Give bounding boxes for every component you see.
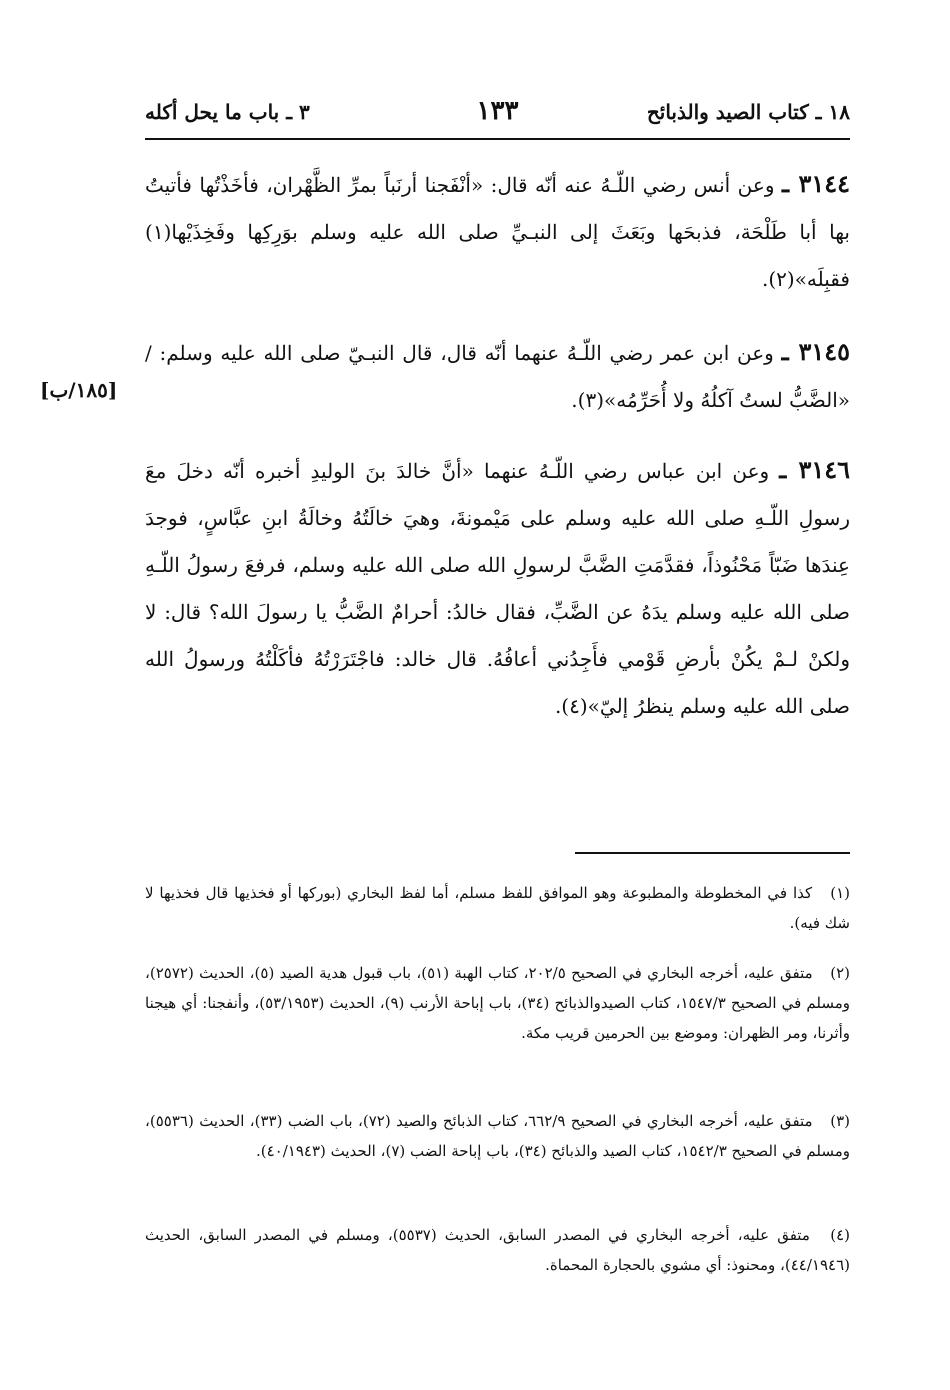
chapter-title: ١٨ ـ كتاب الصيد والذبائح [646,100,850,124]
footnote-text: متفق عليه، أخرجه البخاري في المصدر السابق، الحديث (٥٥٣٧)، ومسلم في المصدر السابق، الحديث (٤٤/١٩٤٦)، ومحنوذ: أي مشوي بالحجارة المحماة. [145,1226,850,1274]
footnote-number: (٣) [830,1112,851,1130]
footnote-number: (٢) [830,964,851,982]
footnote-2 [145,958,850,1048]
hadith-text: وعن ابن عمر رضي اللّـهُ عنهما أنّه قال، قال النبـيّ صلى الله عليه وسلم: / «الضَّبُّ لستُ آكلُهُ ولا أُحَرِّمُه»(٣). [145,341,850,412]
running-header [145,96,850,136]
footnote-text: كذا في المخطوطة والمطبوعة وهو الموافق للفظ مسلم، أما لفظ البخاري (بوركها أو فخذيها قال فخذيها لا شك فيه). [145,884,850,932]
hadith-number: ٣١٤٥ ـ [781,337,850,366]
hadith-text: وعن ابن عباس رضي اللّـهُ عنهما «أنَّ خالدَ بنَ الوليدِ أخبره أنّه دخلَ معَ رسولِ اللّـهِ صلى الله عليه وسلم على مَيْمونةَ، وهيَ خالَتُهُ وخالَةُ ابنِ عبَّاسٍ، فوجدَ عِندَها ضَبّاً مَحْنُوذاً، فقدَّمَتِ الضَّبَّ لرسولِ الله صلى الله عليه وسلم، فرفعَ رسولُ اللّـهِ صلى الله عليه وسلم يدَهُ عن الضَّبِّ، فقال خالدُ: أحرامٌ الضَّبُّ يا رسولَ الله؟ قال: لا ولكنْ لـمْ يكُنْ بأرضِ قَوْمي فأَجِدُني أعافُهُ. قال خالد: فاجْتَرَرْتُهُ فأكَلْتُهُ ورسولُ الله صلى الله عليه وسلم ينظرُ إليّ»(٤). [145,459,850,718]
footnote-divider [575,852,850,854]
hadith-number: ٣١٤٦ ـ [779,455,851,484]
section-title: ٣ ـ باب ما يحل أكله [145,100,310,124]
hadith-text: وعن أنس رضي اللّـهُ عنه أنّه قال: «أنْفَجنا أرنَباً بمرِّ الظَّهْران، فأخَذْتُها فأتيتُ بها أبا طَلْحَة، فذبحَها وبَعَثَ إلى النبـيِّ صلى الله عليه وسلم بوَرِكِها وفَخِذَيْها(١) فقبِلَه»(٢). [145,173,850,291]
manuscript-folio-note: [١٨٥/ب] [40,378,118,402]
page-number: ١٣٣ [476,96,519,126]
footnote-3 [145,1106,850,1166]
footnote-number: (٤) [830,1226,850,1244]
hadith-3145 [145,328,850,424]
footnote-text: متفق عليه، أخرجه البخاري في الصحيح ٢٠٢/٥، كتاب الهبة (٥١)، باب قبول هدية الصيد (٥)، الحديث (٢٥٧٢)، ومسلم في الصحيح ١٥٤٧/٣، كتاب الصيدوالذبائح (٣٤)، باب إباحة الأرنب (٩)، الحديث (٥٣/١٩٥٣)، وأنفجنا: أي هيجنا وأثرنا، ومر الظهران: وموضع بين الحرمين قريب مكة. [145,964,850,1042]
hadith-3144 [145,160,850,303]
hadith-3146 [145,446,850,730]
hadith-number: ٣١٤٤ ـ [781,169,851,198]
footnote-number: (١) [830,884,850,902]
footnote-1 [145,878,850,938]
footnote-text: متفق عليه، أخرجه البخاري في الصحيح ٦٦٢/٩، كتاب الذبائح والصيد (٧٢)، باب الضب (٣٣)، الحديث (٥٥٣٦)، ومسلم في الصحيح ١٥٤٢/٣، كتاب الصيد والذبائح (٣٤)، باب إباحة الضب (٧)، الحديث (٤٠/١٩٤٣). [145,1112,850,1160]
footnote-4 [145,1220,850,1280]
header-divider [145,138,850,140]
